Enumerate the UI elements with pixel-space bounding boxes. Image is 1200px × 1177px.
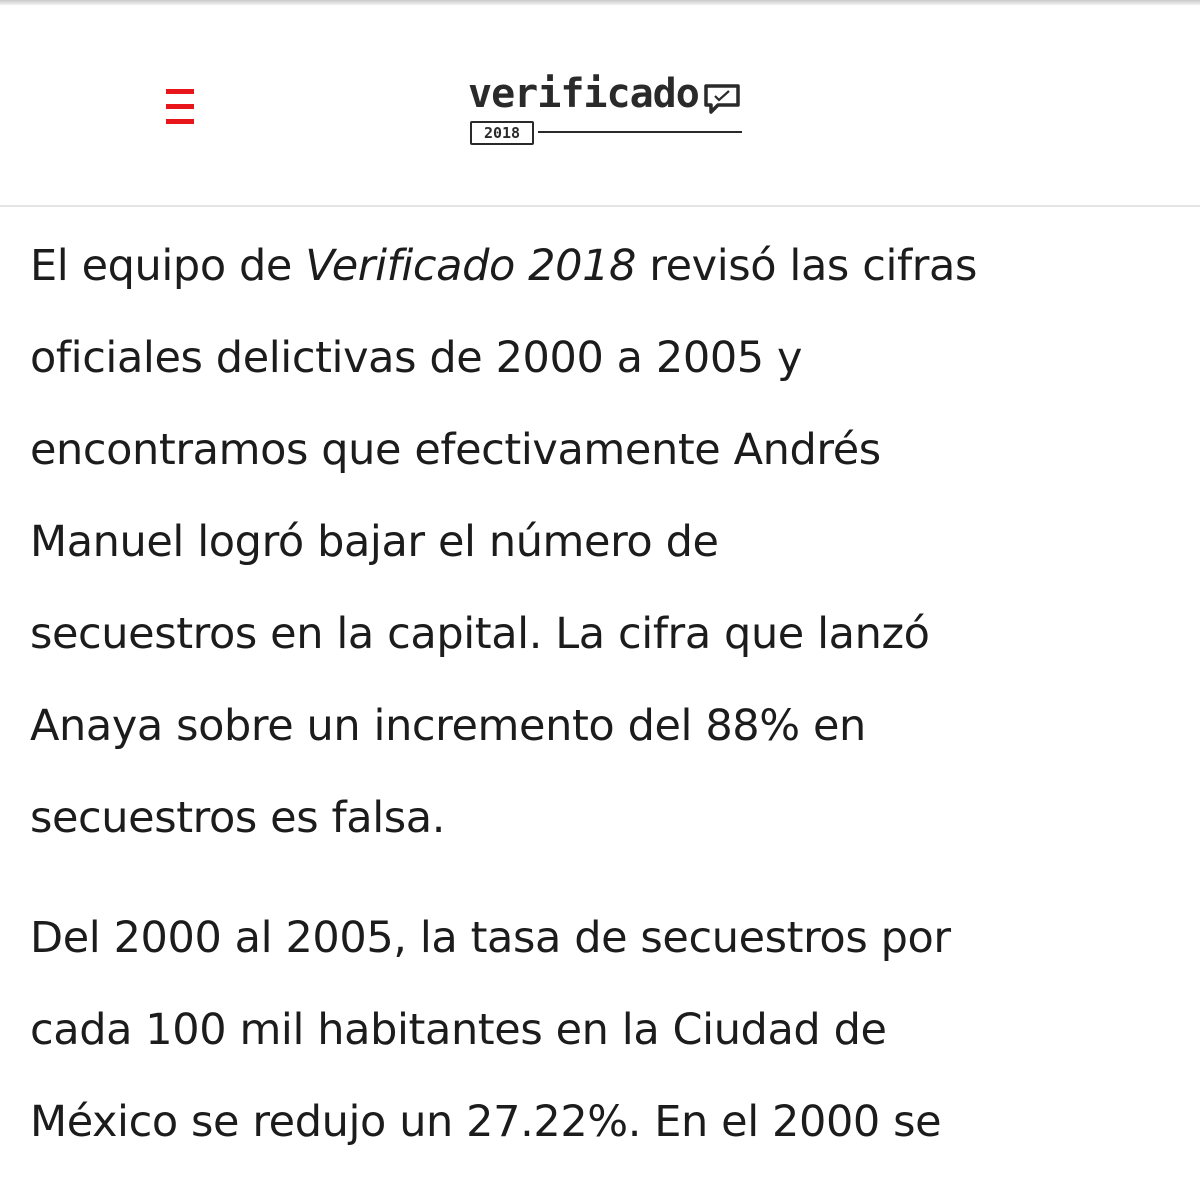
chat-bubble-check-icon	[704, 83, 740, 115]
logo-underline	[538, 131, 742, 133]
text-run: El equipo de	[30, 241, 306, 291]
logo-wordmark: verificado	[468, 71, 699, 117]
site-logo[interactable]	[468, 69, 748, 151]
site-header	[0, 5, 1200, 205]
article-paragraph	[30, 220, 1180, 864]
paragraph-line: oficiales delictivas de 2000 a 2005 y	[30, 333, 803, 383]
header-divider	[0, 205, 1200, 207]
article-paragraph	[30, 892, 1180, 1168]
paragraph-line: secuestros es falsa.	[30, 793, 445, 843]
paragraph-line: Manuel logró bajar el número de	[30, 517, 719, 567]
paragraph-line: Del 2000 al 2005, la tasa de secuestros por	[30, 913, 951, 963]
emphasis-text: Verificado 2018	[305, 241, 636, 291]
hamburger-menu-icon-bar	[166, 119, 194, 124]
paragraph-line: cada 100 mil habitantes en la Ciudad de	[30, 1005, 887, 1055]
paragraph-line	[30, 220, 1180, 312]
article-body	[30, 220, 1180, 1168]
paragraph-line: secuestros en la capital. La cifra que lanzó	[30, 609, 930, 659]
paragraph-line: México se redujo un 27.22%. En el 2000 se	[30, 1097, 942, 1147]
logo-year-badge: 2018	[470, 121, 534, 145]
hamburger-menu-icon-bar	[166, 104, 194, 109]
paragraph-line: Anaya sobre un incremento del 88% en	[30, 701, 866, 751]
hamburger-menu-icon	[166, 89, 194, 94]
paragraph-line: encontramos que efectivamente Andrés	[30, 425, 881, 475]
menu-button[interactable]	[162, 89, 196, 127]
text-run: revisó las cifras	[636, 241, 977, 291]
